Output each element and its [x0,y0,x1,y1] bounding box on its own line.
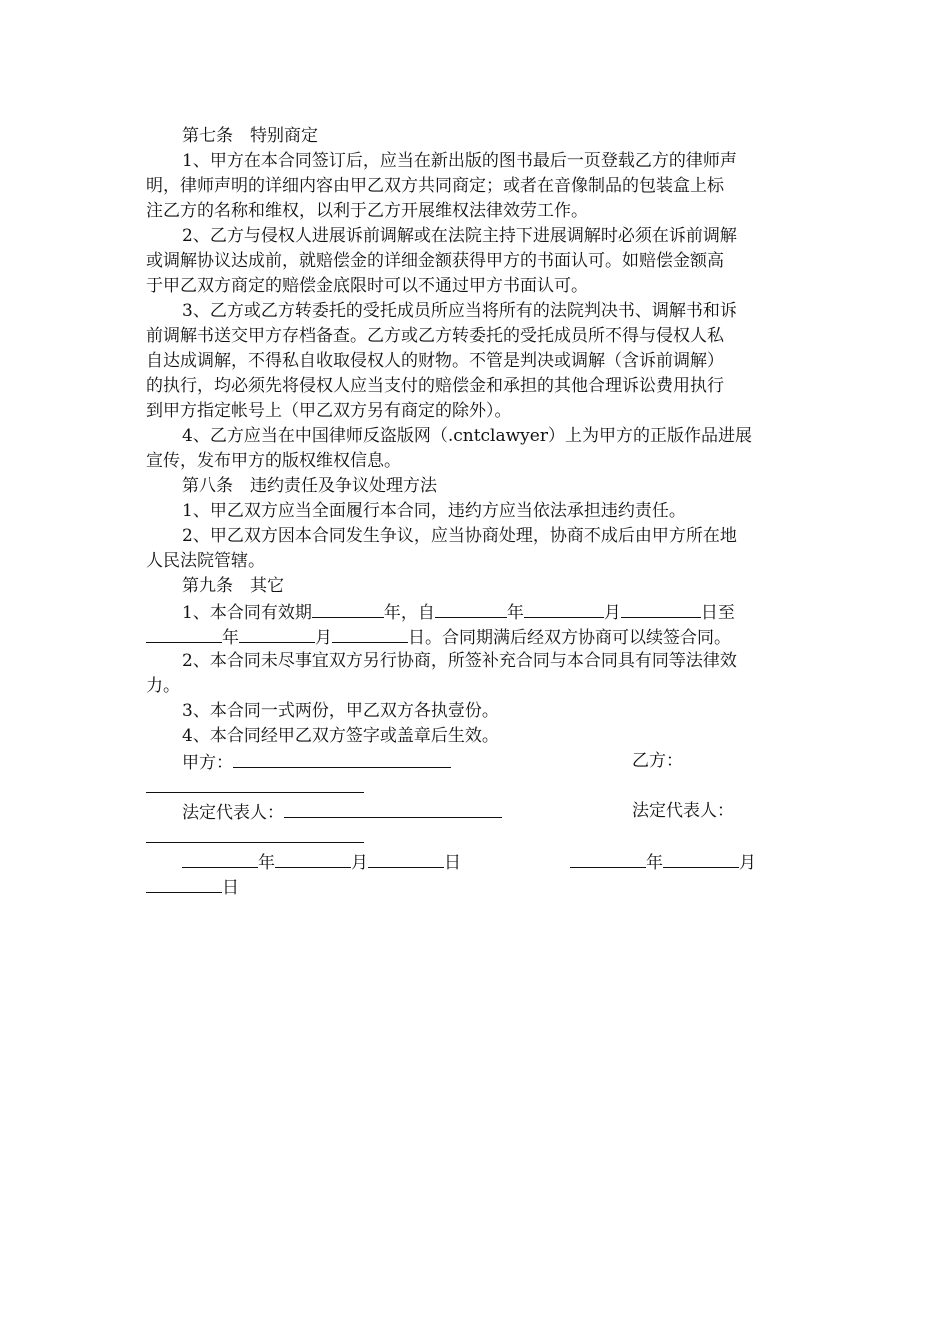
party-b-date [570,849,756,876]
paragraph-line: 于甲乙双方商定的赔偿金底限时可以不通过甲方书面认可。 [146,276,588,296]
party-b-year-blank[interactable] [570,849,646,868]
article-9-title: 第九条 其它 [182,576,284,596]
text-fragment: 日至 [700,603,735,623]
party-b-label: 乙方： [632,751,683,771]
term-years-blank[interactable] [312,599,384,618]
paragraph-line: 力。 [146,676,180,696]
paragraph-line: 自达成调解，不得私自收取侵权人的财物。不管是判决或调解（含诉前调解） [146,351,724,371]
paragraph-line [146,599,808,624]
signature-representative-row [146,799,808,824]
article-9-paragraph-4: 4、本合同经甲乙双方签字或盖章后生效。 [182,726,499,746]
paragraph-line: 或调解协议达成前，就赔偿金的详细金额获得甲方的书面认可。如赔偿金额高 [146,251,724,271]
end-month-blank[interactable] [239,624,315,643]
rep-a-blank[interactable] [284,799,502,818]
rep-b-label: 法定代表人： [632,801,734,821]
paragraph-line: 2、乙方与侵权人进展诉前调解或在法院主持下进展调解时必须在诉前调解 [182,226,737,246]
party-b-blank-row [146,774,808,799]
paragraph-line: 3、乙方或乙方转委托的受托成员所应当将所有的法院判决书、调解书和诉 [182,301,737,321]
text-fragment: 日。合同期满后经双方协商可以续签合同。 [408,628,731,648]
day-label: 日 [222,878,239,898]
paragraph-line: 人民法院管辖。 [146,551,265,571]
paragraph-line: 注乙方的名称和维权，以利于乙方开展维权法律效劳工作。 [146,201,588,221]
paragraph-line [146,624,808,649]
party-a-month-blank[interactable] [275,849,351,868]
start-year-blank[interactable] [435,599,507,618]
party-b-month-blank[interactable] [663,849,739,868]
term-label: 1、本合同有效期 [182,603,312,623]
year-label: 年 [258,853,275,873]
text-fragment: 年 [222,628,239,648]
rep-b-blank-row [146,824,808,849]
paragraph-line: 2、本合同未尽事宜双方另行协商，所签补充合同与本合同具有同等法律效 [182,651,737,671]
article-9-paragraph-2 [146,649,808,699]
end-year-blank[interactable] [146,624,222,643]
paragraph-line: 1、甲方在本合同签订后，应当在新出版的图书最后一页登载乙方的律师声 [182,151,737,171]
end-day-blank[interactable] [332,624,408,643]
article-7-title: 第七条 特别商定 [182,126,318,146]
article-8-paragraph-2 [146,524,808,574]
party-a-label: 甲方： [182,753,233,773]
paragraph-line: 4、乙方应当在中国律师反盗版网（.cntclawyer）上为甲方的正版作品进展 [182,426,752,446]
rep-a-label: 法定代表人： [182,803,284,823]
party-a-day-blank[interactable] [368,849,444,868]
paragraph-line: 的执行，均必须先将侵权人应当支付的赔偿金和承担的其他合理诉讼费用执行 [146,376,724,396]
party-b-day-blank[interactable] [146,874,222,893]
article-7-paragraph-2 [146,224,808,299]
year-label: 年 [646,853,663,873]
signature-date-row [146,849,808,874]
month-label: 月 [351,853,368,873]
party-a-signature [182,749,451,776]
article-8-title: 第八条 违约责任及争议处理方法 [182,476,437,496]
party-b-blank[interactable] [146,774,364,793]
article-9-paragraph-1 [146,599,808,649]
article-9-paragraph-3: 3、本合同一式两份，甲乙双方各执壹份。 [182,701,499,721]
text-fragment: 年，自 [383,603,435,623]
paragraph-line: 宣传，发布甲方的版权维权信息。 [146,451,401,471]
article-8-paragraph-1: 1、甲乙双方应当全面履行本合同，违约方应当依法承担违约责任。 [182,501,686,521]
rep-a-signature [182,799,502,826]
month-label: 月 [739,853,756,873]
paragraph-line: 前调解书送交甲方存档备查。乙方或乙方转委托的受托成员所不得与侵权人私 [146,326,724,346]
rep-b-blank[interactable] [146,824,364,843]
paragraph-line: 到甲方指定帐号上（甲乙双方另有商定的除外）。 [146,401,512,421]
party-b-day-row [146,874,808,899]
paragraph-line: 明，律师声明的详细内容由甲乙双方共同商定；或者在音像制品的包装盒上标 [146,176,724,196]
text-fragment: 月 [603,603,621,623]
party-a-blank[interactable] [233,749,451,768]
party-a-year-blank[interactable] [182,849,258,868]
party-a-date [182,849,461,876]
article-7-paragraph-4 [146,424,808,474]
text-fragment: 年 [506,603,524,623]
article-7-paragraph-1 [146,149,808,224]
text-fragment: 月 [315,628,332,648]
paragraph-line: 2、甲乙双方因本合同发生争议，应当协商处理，协商不成后由甲方所在地 [182,526,737,546]
start-day-blank[interactable] [621,599,701,618]
contract-page [146,124,808,899]
start-month-blank[interactable] [524,599,604,618]
day-label: 日 [444,853,461,873]
article-7-paragraph-3 [146,299,808,424]
signature-party-row [146,749,808,774]
